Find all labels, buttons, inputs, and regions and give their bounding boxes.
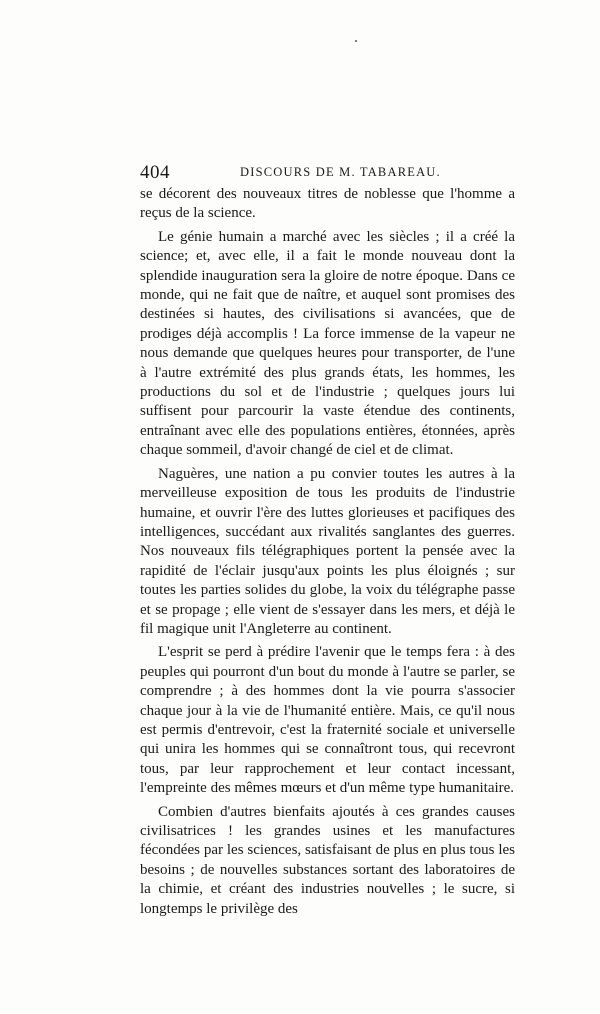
paragraph-5: Combien d'autres bienfaits ajoutés à ces grandes causes civilisatrices ! les grandes usines et les manufactures fécondées par les sciences, satisfaisant de plus en plus tous les besoins ; de nouvelles substances sortant des laboratoires de la chimie, et créant des industries nouvelles ; le sucre, si longtemps le privilège des: [140, 803, 515, 917]
body-text: [140, 185, 515, 923]
page-number: 404: [140, 162, 170, 183]
paragraph-1: se décorent des nouveaux titres de noblesse que l'homme a reçus de la science.: [140, 186, 515, 222]
paragraph-4: L'esprit se perd à prédire l'avenir que le temps fera : à des peuples qui pourront d'un bout du monde à l'autre se parler, se comprendre ; à des hommes dont la vie pourra s'associer chaque jour à la vie de l'humanité entière. Mais, ce qu'il nous est permis d'entrevoir, c'est la fraternité sociale et universelle qui unira les hommes qui se connaîtront tous, qui recevront tous, par leur rapprochement et leur contact incessant, l'empreinte des mêmes mœurs et d'un même type humanitaire.: [140, 644, 515, 797]
paragraph-2: Le génie humain a marché avec les siècles ; il a créé la science; et, avec elle, il a fait le monde nouveau dont la splendide inauguration sera la gloire de notre époque. Dans ce monde, qui ne fait que de naître, et auquel sont promises des destinées si hautes, des civilisations si avancées, que de prodiges déjà accomplis ! La force immense de la vapeur ne nous demande que quelques heures pour transporter, de l'une à l'autre extrémité des plus grands états, les hommes, les productions du sol et de l'industrie ; quelques jours lui suffisent pour parcourir la vaste étendue des continents, entraînant avec elle des populations entières, étonnées, après chaque sommeil, d'avoir changé de ciel et de climat.: [140, 228, 515, 459]
paper-speck: [355, 40, 357, 42]
running-head: DISCOURS DE M. TABAREAU.: [240, 165, 441, 179]
page-header: [140, 162, 515, 186]
paragraph-3: Naguères, une nation a pu convier toutes les autres à la merveilleuse exposition de tous les produits de l'industrie humaine, et ouvrir l'ère des luttes glorieuses et pacifiques des intelligences, succédant aux rivalités sanglantes des guerres. Nos nouveaux fils télégraphiques portent la pensée avec la rapidité de l'éclair jusqu'aux points les plus éloignés ; sur toutes les parties solides du globe, la voix du télégraphe passe et se propage ; elle vient de s'essayer dans les mers, et déjà le fil magique unit l'Angleterre au continent.: [140, 465, 515, 637]
